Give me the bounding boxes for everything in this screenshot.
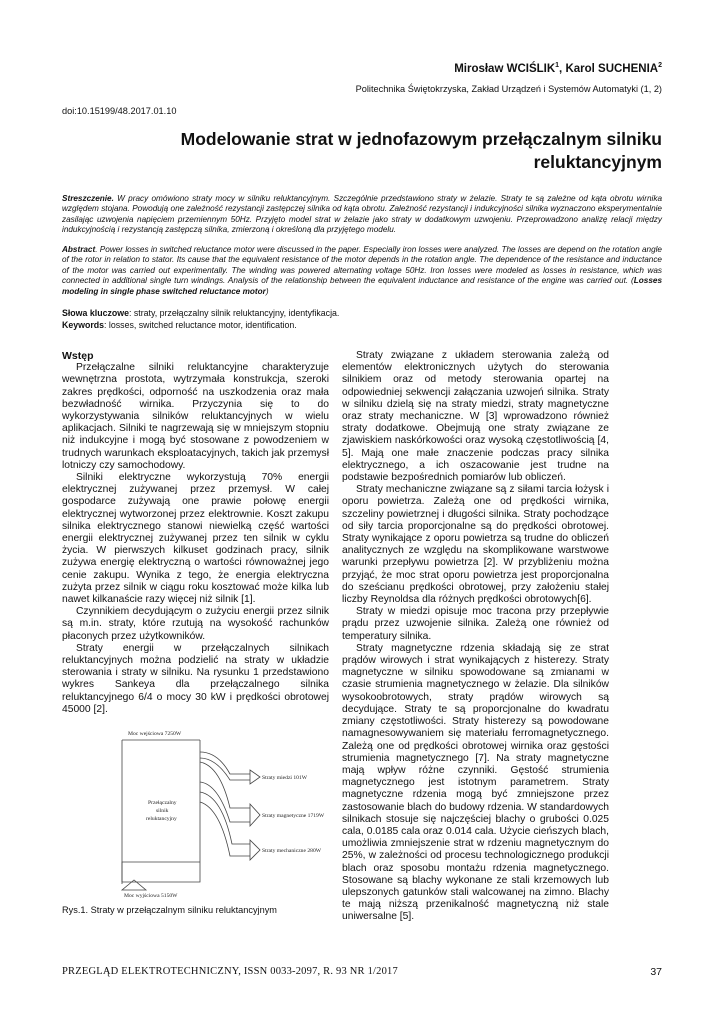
- sankey-diagram: [100, 722, 350, 900]
- section-heading: Wstęp: [62, 350, 94, 362]
- paragraph: Straty magnetyczne rdzenia składają się ze strat prądów wirowych i strat wynikających z histerezy. Straty magnetyczne w silniku spowodowane są zmianami w czasie strumienia magnetycznego w żelazie. Dla silników wysokoobrotowych, straty prądów wirowych są decydujące. Straty te są proporcjonalne do kwadratu zmiany częstotliwości. Straty histerezy są powodowane namagnesowywaniem się materiału ferromagnetycznego. Zależą one od prędkości obrotowej wirnika oraz gęstości strumienia magnetycznego [7]. Na straty magnetyczne mają wpływ różne czynniki. Gęstość strumienia magnetycznego jest istotnym parametrem. Straty magnetyczne rdzenia mogą być zmniejszone przez zastosowanie blach do budowy rdzenia. W standardowych silnikach stosuje się najczęściej blachy o grubości 0.025 cala, 0.0185 cala oraz 0.014 cala. Użycie cieńszych blach, umożliwia zmniejszenie strat w rdzeniu magnetycznym do 25%, w zależności od procesu technologicznego produkcji blach oraz sposobu montażu rdzenia magnetycznego. Stosowane są blachy wykonane ze stali krzemowych lub ulepszonych gatunków stali walcowanej na zimno. Blachy te mają niższą przenikalność magnetyczną niż stale uniwersalne [5].: [342, 642, 609, 923]
- sankey-input-label: Moc wejściowa 7250W: [128, 731, 182, 737]
- page-number: 37: [650, 966, 662, 978]
- paper-title: Modelowanie strat w jednofazowym przełączalnym silniku reluktancyjnym: [180, 129, 662, 172]
- sankey-motor-label: Przełączalny: [148, 800, 177, 806]
- paragraph: Straty związane z układem sterowania zależą od elementów elektronicznych użytych do sterowania silnikiem oraz od metody sterowania opartej na odpowiedniej sekwencji załączania uzwojeń silnika. Straty w silniku dzielą się na straty miedzi, straty magnetyczne oraz straty mechaniczne. W [3] wprowadzono również straty dodatkowe. Obejmują one straty związane ze zjawiskiem naskórkowości oraz wysoką częstotliwością [4, 5]. Mają one małe znaczenie podczas pracy silnika elektrycznego, a ich oszacowanie jest trudne na podstawie bezpośrednich pomiarów lub obliczeń.: [342, 350, 609, 484]
- author-2: Karol SUCHENIA: [565, 62, 659, 75]
- sankey-iron-label: Straty magnetyczne 1719W: [262, 813, 325, 819]
- sankey-copper-label: Straty miedzi 101W: [262, 775, 308, 781]
- paragraph: Przełączalne silniki reluktancyjne charakteryzuje wewnętrzna prostota, wytrzymała konstrukcja, szeroki zakres prędkości, odporność na uszkodzenia oraz mała bezwładność wirnika. Przyczynia się to do wykorzystywania silników reluktancyjnych w wielu aplikacjach. Silniki te nagrzewają się w mniejszym stopniu niż indukcyjne i mogą być stosowane z powodzeniem w trudnych warunkach eksploatacyjnych, takich jak przemysł lotniczy czy samochodowy.: [62, 362, 329, 471]
- sankey-mech-label: Straty mechaniczne 280W: [262, 848, 322, 854]
- abstract-label: Abstract: [62, 245, 96, 254]
- sankey-figure: [100, 722, 350, 900]
- abstract: Abstract. Power losses in switched reluctance motor were discussed in the paper. Especially iron losses were analyzed. The losses are depend on the rotation angle of the rotor in relation to stator. Its cause that the equivalent resistance of the motor depends in the rotation angle. The dependence of the resistance and inductance of the motor was carried out experimentally. The winding was powered alternating voltage 50Hz. Iron losses were modeled as losses in resistance, which was connected in additional single turn windings. Analysis of the relationship between the equivalent inductance and resistance of the engine was carried out. (Losses modeling in single phase switched reluctance motor): [62, 245, 662, 296]
- paragraph: Silniki elektryczne wykorzystują 70% energii elektrycznej zużywanej przez przemysł. W całej gospodarce zużywają one prawie połowę energii elektrycznej wytworzonej przez elektrownie. Koszt zakupu silnika elektrycznego stanowi niewielką część wartości energii elektrycznej zużywanej przez ten silnik w cyklu życia. W pierwszych kilkuset godzinach pracy, silnik zużywa energię elektryczną o wartości równoważnej jego cenie zakupu. Wynika z tego, że energia elektryczna zużyta przez silnik w ciągu roku kosztować może kilka lub nawet kilkanaście razy więcej niż silnik [1].: [62, 472, 329, 606]
- journal-footer: PRZEGLĄD ELEKTROTECHNICZNY, ISSN 0033-2097, R. 93 NR 1/2017: [62, 966, 398, 977]
- sankey-output-flow: [122, 862, 200, 882]
- author-1: Mirosław WCIŚLIK: [454, 62, 556, 75]
- svg-text:silnik: silnik: [156, 808, 169, 814]
- svg-text:reluktancyjny: reluktancyjny: [146, 816, 177, 822]
- keywords-pl: Słowa kluczowe: straty, przełączalny silnik reluktancyjny, identyfikacja.: [62, 308, 340, 318]
- doi: doi:10.15199/48.2017.01.10: [62, 106, 177, 116]
- affiliation: Politechnika Świętokrzyska, Zakład Urządzeń i Systemów Automatyki (1, 2): [355, 84, 662, 94]
- sankey-copper-flow: [200, 752, 250, 774]
- sankey-output-label: Moc wyjściowa 5150W: [124, 893, 178, 899]
- paragraph: Straty w miedzi opisuje moc tracona przy przepływie prądu przez uzwojenie silnika. Zależą one również od temperatury silnika.: [342, 606, 609, 642]
- column-right: [342, 350, 609, 924]
- authors: Mirosław WCIŚLIK$^1$, Karol SUCHENIA$^2$: [454, 62, 662, 75]
- sankey-output-arrow: [122, 880, 146, 890]
- keywords-en: Keywords: losses, switched reluctance motor, identification.: [62, 320, 297, 330]
- paragraph: Straty mechaniczne związane są z siłami tarcia łożysk i oporu powietrza. Zależą one od prędkości wirnika, szczeliny powietrznej i długości silnika. Straty pochodzące od siły tarcia proporcjonalne są do prędkości obrotowej. Straty wynikające z oporu powietrza są trudne do obliczeń analitycznych ze względu na skomplikowane warstwowe warunki przepływu powietrza [2]. W przybliżeniu można przyjąć, że moc strat oporu powietrza jest proporcjonalna do sześcianu prędkości obrotowej, przy założeniu stałej liczby Reynoldsa dla różnych prędkości obrotowych[6].: [342, 484, 609, 606]
- figure-caption: Rys.1. Straty w przełączalnym silniku reluktancyjnym: [62, 905, 277, 915]
- streszczenie-label: Streszczenie.: [62, 194, 114, 203]
- paragraph: Straty energii w przełączalnych silnikach reluktancyjnych można podzielić na straty w układzie sterowania i straty w silniku. Na rysunku 1 przedstawiono wykres Sankeya dla przełączalnego silnika reluktancyjnego 6/4 o mocy 30 kW i prędkości obrotowej 45000 [2].: [62, 642, 329, 715]
- paragraph: Czynnikiem decydującym o zużyciu energii przez silnik są m.in. straty, które rzutują na wysokość rachunków płaconych przez użytkowników.: [62, 606, 329, 642]
- streszczenie: Streszczenie. W pracy omówiono straty mocy w silniku reluktancyjnym. Szczególnie przedstawiono straty w żelazie. Straty te są zależne od kąta obrotu wirnika względem stojana. Powodują one zależność rezystancji zastępczej silnika od kąta obrotu. Zależność rezystancji i indukcyjności silnika wyznaczono eksperymentalnie zasilając uzwojenia napięciem przemiennym 50Hz. Przyjęto model strat w żelazie jako straty w dodatkowym uzwojeniu. Przeprowadzono analizę relacji między indukcyjnością i rezystancją zastępczą silnika, zmierzoną i określoną dla przyjętego modelu.: [62, 194, 662, 235]
- column-left: [62, 350, 329, 716]
